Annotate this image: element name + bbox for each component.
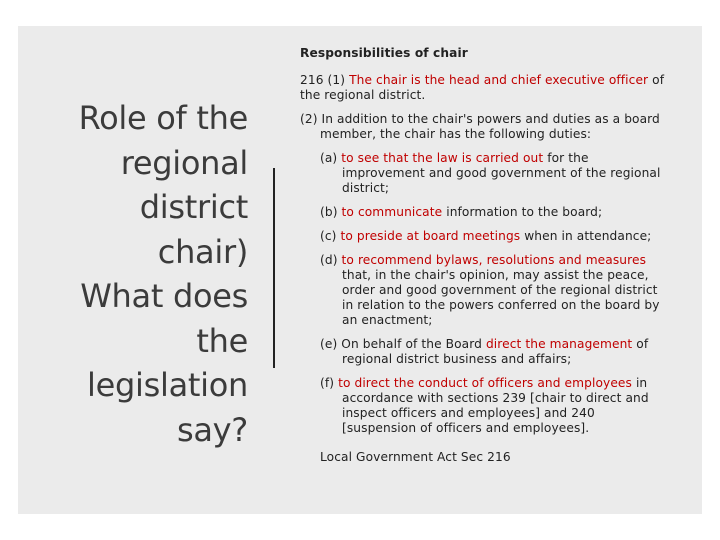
item-highlight: to preside at board meetings [340, 229, 521, 243]
item-prefix: (f) [320, 376, 339, 390]
slide-title [28, 96, 248, 452]
duty-item-f [320, 376, 670, 436]
item-prefix: (e) On behalf of the Board [320, 337, 486, 351]
item-highlight: direct the management [485, 337, 633, 351]
item-suffix: when in attendance; [520, 229, 652, 243]
section-heading: Responsibilities of chair [300, 46, 468, 60]
item-highlight: to see that the law is carried out [341, 151, 544, 165]
p1-highlight: The chair is the head and chief executive officer [349, 73, 649, 87]
item-highlight: to communicate [341, 205, 443, 219]
duty-item-a [320, 151, 670, 196]
paragraph-1 [300, 73, 670, 103]
item-highlight: to recommend bylaws, resolutions and measures [341, 253, 647, 267]
duty-item-d [320, 253, 670, 328]
paragraph-2: (2) In addition to the chair's powers and duties as a board member, the chair has the following duties: [300, 112, 660, 141]
title-line: Role of the [78, 99, 248, 137]
title-line: legislation [87, 366, 248, 404]
p1-suffix: of the regional district. [300, 73, 665, 102]
title-line: district [139, 188, 248, 226]
item-prefix: (b) [320, 205, 342, 219]
title-line: regional [120, 143, 248, 182]
title-line: What does [80, 277, 248, 315]
title-line: the [196, 321, 248, 360]
item-prefix: (d) [320, 253, 342, 267]
item-prefix: (c) [320, 229, 341, 243]
item-suffix: of regional district business and affairs; [342, 337, 649, 366]
source-citation: Local Government Act Sec 216 [320, 450, 511, 464]
item-highlight: to direct the conduct of officers and employees [338, 376, 632, 390]
item-suffix: information to the board; [442, 205, 603, 219]
title-line: chair) [157, 232, 248, 271]
duty-item-c [320, 229, 670, 244]
item-suffix: that, in the chair's opinion, may assist the peace, order and good government of the regional district in relation to the powers conferred on the board by an enactment; [342, 268, 660, 327]
duty-item-e [320, 337, 670, 367]
title-line: say? [176, 410, 248, 449]
p1-prefix: 216 (1) [300, 73, 350, 87]
item-suffix: in accordance with sections 239 [chair to direct and inspect officers and employees] and 240 [suspension of officers and employees]. [342, 376, 649, 435]
item-suffix: for the improvement and good government of the regional district; [342, 151, 661, 195]
duty-item-b [320, 205, 670, 220]
item-prefix: (a) [320, 151, 342, 165]
vertical-divider [273, 168, 275, 368]
legislation-text [300, 46, 670, 465]
